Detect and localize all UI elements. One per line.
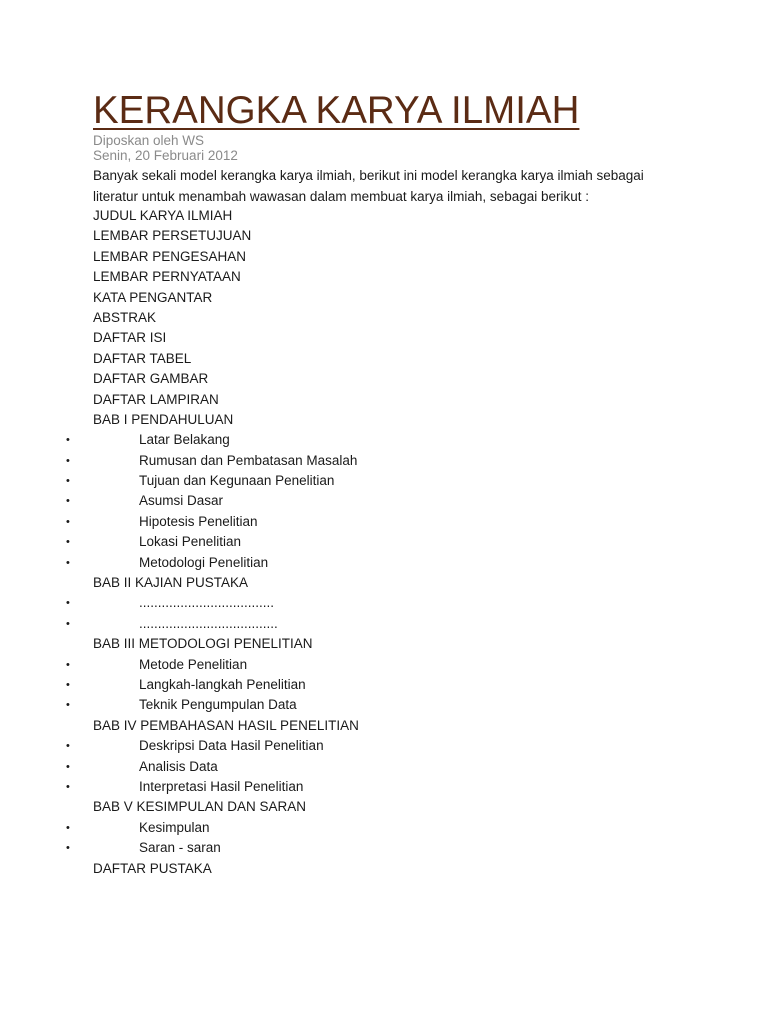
outline-item-label: Langkah-langkah Penelitian <box>139 676 306 692</box>
outline-bullet-item <box>0 695 768 715</box>
outline-heading-label: LEMBAR PERSETUJUAN <box>93 228 252 244</box>
post-date: Senin, 20 Februari 2012 <box>93 148 238 163</box>
outline-bullet-item <box>0 777 768 797</box>
bullet-icon: • <box>66 515 70 528</box>
outline-item-label: Asumsi Dasar <box>139 493 224 509</box>
outline-heading-label: DAFTAR LAMPIRAN <box>93 391 219 407</box>
bullet-icon: • <box>66 699 70 712</box>
outline-heading-label: ABSTRAK <box>93 309 157 325</box>
outline-heading-label: BAB V KESIMPULAN DAN SARAN <box>93 799 307 815</box>
outline-heading <box>0 390 768 410</box>
outline-item-label: .................................... <box>139 595 275 611</box>
bullet-icon: • <box>66 780 70 793</box>
intro-paragraph <box>93 166 673 207</box>
bullet-icon: • <box>66 495 70 508</box>
outline-heading-label: DAFTAR TABEL <box>93 350 192 366</box>
outline-heading <box>0 206 768 226</box>
outline-heading <box>0 247 768 267</box>
outline-item-label: Metodologi Penelitian <box>139 554 269 570</box>
outline-bullet-item <box>0 532 768 552</box>
outline-heading <box>0 797 768 817</box>
outline-bullet-item <box>0 430 768 450</box>
outline-bullet-item <box>0 655 768 675</box>
outline-heading-label: DAFTAR GAMBAR <box>93 371 209 387</box>
outline-heading-label: KATA PENGANTAR <box>93 289 213 305</box>
outline-heading <box>0 573 768 593</box>
outline-heading <box>0 328 768 348</box>
outline-item-label: Saran - saran <box>139 840 221 856</box>
outline-item-label: Teknik Pengumpulan Data <box>139 697 297 713</box>
outline-bullet-item <box>0 471 768 491</box>
outline-bullet-item <box>0 451 768 471</box>
outline-heading <box>0 716 768 736</box>
outline-item-label: Deskripsi Data Hasil Penelitian <box>139 738 324 754</box>
post-author: Diposkan oleh WS <box>93 133 205 148</box>
outline-heading <box>0 349 768 369</box>
outline-heading <box>0 410 768 430</box>
outline-heading <box>0 634 768 654</box>
bullet-icon: • <box>66 434 70 447</box>
outline-heading-label: LEMBAR PERNYATAAN <box>93 269 241 285</box>
outline-item-label: Analisis Data <box>139 758 218 774</box>
outline-heading <box>0 369 768 389</box>
bullet-icon: • <box>66 678 70 691</box>
bullet-icon: • <box>66 597 70 610</box>
bullet-icon: • <box>66 842 70 855</box>
outline-item-label: Tujuan dan Kegunaan Penelitian <box>139 473 335 489</box>
outline-item-label: Lokasi Penelitian <box>139 534 242 550</box>
outline-bullet-item <box>0 675 768 695</box>
outline-item-label: Rumusan dan Pembatasan Masalah <box>139 452 358 468</box>
outline-heading <box>0 288 768 308</box>
outline-heading <box>0 308 768 328</box>
outline-heading-label: BAB I PENDAHULUAN <box>93 411 234 427</box>
outline-bullet-item <box>0 757 768 777</box>
outline-bullet-item <box>0 818 768 838</box>
outline-item-label: Interpretasi Hasil Penelitian <box>139 778 304 794</box>
outline-item-label: ..................................... <box>139 615 278 631</box>
bullet-icon: • <box>66 760 70 773</box>
intro-line: Banyak sekali model kerangka karya ilmiah, berikut ini model kerangka karya ilmiah sebagai <box>93 168 644 183</box>
post-title[interactable]: KERANGKA KARYA ILMIAH <box>93 89 580 132</box>
bullet-icon: • <box>66 617 70 630</box>
intro-line: literatur untuk menambah wawasan dalam membuat karya ilmiah, sebagai berikut : <box>93 188 589 204</box>
outline-heading <box>0 226 768 246</box>
outline-heading-label: BAB III METODOLOGI PENELITIAN <box>93 636 313 652</box>
outline-heading-label: DAFTAR PUSTAKA <box>93 860 212 876</box>
outline-item-label: Latar Belakang <box>139 432 230 448</box>
bullet-icon: • <box>66 821 70 834</box>
outline-heading-label: LEMBAR PENGESAHAN <box>93 248 247 264</box>
outline-bullet-item <box>0 838 768 858</box>
outline-heading-label: JUDUL KARYA ILMIAH <box>93 208 233 223</box>
bullet-icon: • <box>66 454 70 467</box>
outline-bullet-item <box>0 614 768 634</box>
outline-list <box>0 206 768 879</box>
outline-heading-label: DAFTAR ISI <box>93 330 167 346</box>
bullet-icon: • <box>66 475 70 488</box>
outline-item-label: Metode Penelitian <box>139 656 248 672</box>
outline-bullet-item <box>0 512 768 532</box>
outline-bullet-item <box>0 593 768 613</box>
outline-item-label: Kesimpulan <box>139 819 210 835</box>
outline-bullet-item <box>0 491 768 511</box>
outline-bullet-item <box>0 553 768 573</box>
bullet-icon: • <box>66 740 70 753</box>
outline-heading <box>0 267 768 287</box>
bullet-icon: • <box>66 658 70 671</box>
outline-heading-label: BAB IV PEMBAHASAN HASIL PENELITIAN <box>93 717 359 733</box>
outline-bullet-item <box>0 736 768 756</box>
bullet-icon: • <box>66 536 70 549</box>
outline-heading-label: BAB II KAJIAN PUSTAKA <box>93 575 249 591</box>
outline-item-label: Hipotesis Penelitian <box>139 513 258 529</box>
bullet-icon: • <box>66 556 70 569</box>
outline-heading <box>0 859 768 879</box>
